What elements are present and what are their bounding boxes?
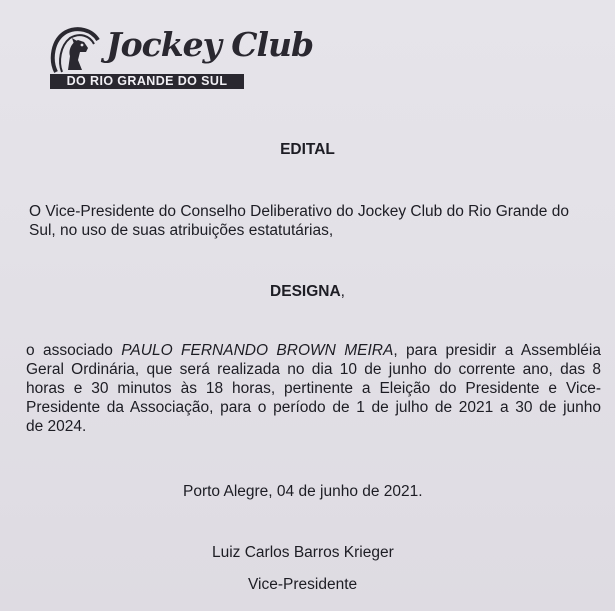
designa-line xyxy=(0,282,615,301)
intro-line-2: Sul, no uso de suas atribuições estatutárias, xyxy=(29,222,334,239)
intro-paragraph xyxy=(29,202,602,240)
designa-word: DESIGNA xyxy=(270,283,341,300)
body-line-1-post: , para presidir a Assembléia xyxy=(393,342,601,359)
designa-punct: , xyxy=(340,283,345,300)
body-paragraph xyxy=(26,341,601,436)
body-line-4: Presidente da Associação, para o período de 1 de julho de 2021 a 30 de junho xyxy=(26,399,601,416)
signatory-name: Luiz Carlos Barros Krieger xyxy=(212,544,394,561)
appointee-name: PAULO FERNANDO BROWN MEIRA xyxy=(121,342,394,359)
body-line-1-pre: o associado xyxy=(26,342,122,359)
date-line: Porto Alegre, 04 de junho de 2021. xyxy=(183,483,423,500)
body-line-3: horas e 30 minutos às 18 horas, pertinente a Eleição do Presidente e Vice- xyxy=(26,380,601,397)
logo-script-text: Jockey Club xyxy=(106,25,314,64)
jockey-club-logo xyxy=(44,24,314,92)
horse-head-horseshoe-icon xyxy=(48,26,106,76)
signatory-title: Vice-Presidente xyxy=(248,576,358,593)
body-line-5: de 2024. xyxy=(26,418,87,435)
body-line-1 xyxy=(26,341,601,360)
document-heading: EDITAL xyxy=(280,141,335,158)
body-line-2: Geral Ordinária, que será realizada no dia 10 de junho do corrente ano, das 8 xyxy=(26,361,601,378)
logo-banner: DO RIO GRANDE DO SUL xyxy=(50,74,244,89)
intro-line-1: O Vice-Presidente do Conselho Deliberativo do Jockey Club do Rio Grande do xyxy=(29,203,569,220)
